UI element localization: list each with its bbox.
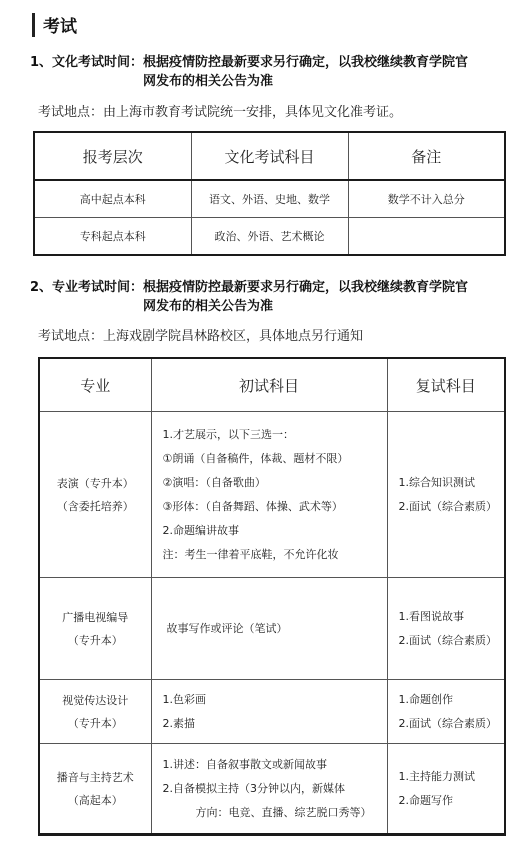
- first-round-item: ③形体：（自备舞蹈、体操、武术等）: [162, 499, 343, 513]
- major-level: （高起本）: [67, 793, 123, 807]
- cell-first-round: [151, 680, 387, 744]
- table-row: [39, 744, 505, 835]
- cell-major: [39, 680, 151, 744]
- first-round-item: 2.命题编讲故事: [162, 523, 239, 537]
- section1-heading: [30, 53, 510, 91]
- first-round-item: ②演唱：（自备歌曲）: [162, 475, 266, 489]
- cell-second-round: [387, 412, 505, 578]
- section1-heading-line1: 1、文化考试时间：根据疫情防控最新要求另行确定，以我校继续教育学院官: [30, 55, 469, 70]
- second-round-item: 2.面试（综合素质）: [398, 716, 497, 730]
- major-name: 播音与主持艺术: [56, 770, 134, 784]
- section2-heading-line2: 网发布的相关公告为准: [143, 299, 274, 314]
- section2-heading: [30, 278, 510, 316]
- table-row: [39, 578, 505, 680]
- exam-header: [32, 12, 77, 37]
- first-round-item: 故事写作或评论（笔试）: [166, 621, 288, 635]
- section2-heading-line1: 2、专业考试时间：根据疫情防控最新要求另行确定，以我校继续教育学院官: [30, 280, 469, 295]
- cell-subjects: 政治、外语、艺术概论: [191, 218, 348, 256]
- second-round-item: 2.命题写作: [398, 793, 453, 807]
- cell-first-round: [151, 744, 387, 835]
- title-bar-accent: [32, 13, 35, 37]
- table-header-row: [34, 132, 505, 180]
- first-round-item: ①朗诵（自备稿件，体裁、题材不限）: [162, 451, 349, 465]
- section1-location: 考试地点：由上海市教育考试院统一安排，具体见文化准考证。: [38, 105, 403, 120]
- page-title: 考试: [43, 17, 77, 37]
- cell-second-round: [387, 744, 505, 835]
- major-level: （专升本）: [67, 633, 123, 647]
- first-round-item: 1.才艺展示，以下三选一：: [162, 427, 294, 441]
- first-round-item: 2.自备模拟主持（3分钟以内，新媒体: [162, 781, 345, 795]
- cell-note: 数学不计入总分: [348, 180, 505, 218]
- second-round-item: 1.命题创作: [398, 692, 453, 706]
- cell-level: 专科起点本科: [34, 218, 191, 256]
- header-notes: 备注: [348, 132, 505, 180]
- second-round-item: 1.综合知识测试: [398, 475, 475, 489]
- major-name: 视觉传达设计: [62, 693, 129, 707]
- cell-second-round: [387, 680, 505, 744]
- cell-major: [39, 578, 151, 680]
- section1-heading-line2: 网发布的相关公告为准: [143, 74, 274, 89]
- section2-location: 考试地点：上海戏剧学院昌林路校区，具体地点另行通知: [38, 329, 364, 344]
- table-row: [39, 680, 505, 744]
- first-round-item: 2.素描: [162, 716, 195, 730]
- major-name: 表演（专升本）: [56, 476, 134, 490]
- cell-note: [348, 218, 505, 256]
- cell-major: [39, 744, 151, 835]
- first-round-item: 注：考生一律着平底鞋，不允许化妆: [162, 547, 339, 561]
- second-round-item: 2.面试（综合素质）: [398, 633, 497, 647]
- cell-second-round: [387, 578, 505, 680]
- table-row: [34, 180, 505, 218]
- table-row: [39, 412, 505, 578]
- first-round-item: 1.色彩画: [162, 692, 206, 706]
- header-major: 专业: [39, 358, 151, 412]
- table-row: [34, 218, 505, 256]
- header-first-round: 初试科目: [151, 358, 387, 412]
- major-level: （专升本）: [67, 716, 123, 730]
- cell-major: [39, 412, 151, 578]
- table-header-row: [39, 358, 505, 412]
- professional-exam-table: [38, 357, 506, 836]
- second-round-item: 1.主持能力测试: [398, 769, 475, 783]
- major-level: （含委托培养）: [56, 499, 134, 513]
- cell-first-round: [151, 412, 387, 578]
- major-name: 广播电视编导: [62, 610, 129, 624]
- culture-exam-table: [33, 131, 506, 256]
- header-culture-subjects: 文化考试科目: [191, 132, 348, 180]
- cell-subjects: 语文、外语、史地、数学: [191, 180, 348, 218]
- header-level: 报考层次: [34, 132, 191, 180]
- cell-level: 高中起点本科: [34, 180, 191, 218]
- second-round-item: 2.面试（综合素质）: [398, 499, 497, 513]
- cell-first-round: [151, 578, 387, 680]
- first-round-item: 方向：电竞、直播、综艺脱口秀等）: [195, 805, 372, 819]
- header-second-round: 复试科目: [387, 358, 505, 412]
- first-round-item: 1.讲述：自备叙事散文或新闻故事: [162, 757, 327, 771]
- second-round-item: 1.看图说故事: [398, 609, 464, 623]
